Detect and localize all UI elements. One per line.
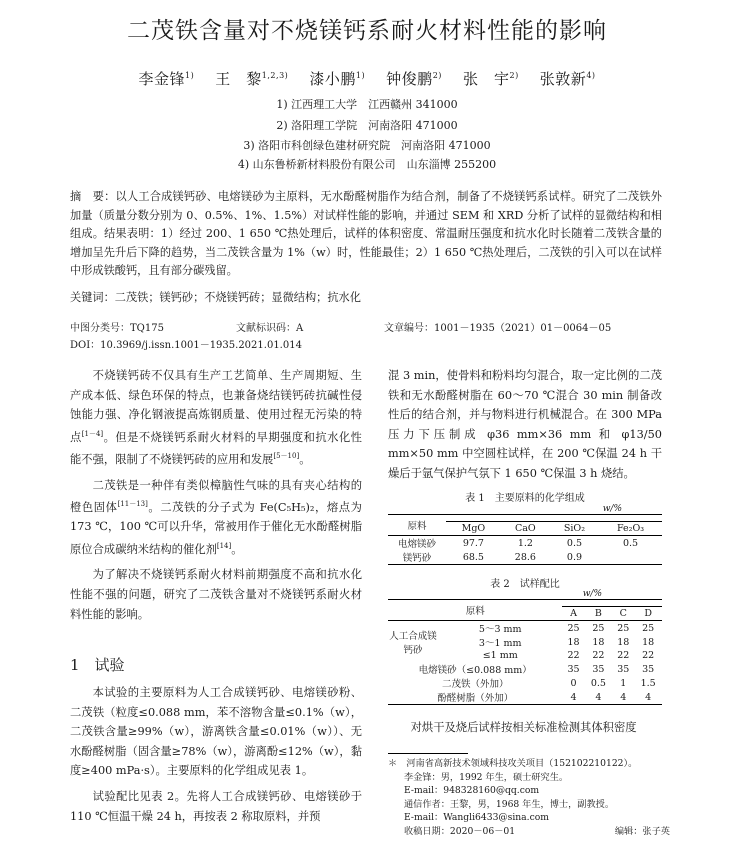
author: 张敦新$^{4)}$ <box>539 70 596 88</box>
author: 王 黎$^{1,2,3)}$ <box>215 70 289 88</box>
affiliation: 3) 洛阳市科创绿色建材研究院 河南洛阳 471000 <box>243 139 491 152</box>
table2-header: D <box>634 607 662 621</box>
table-row: 电熔镁砂 97.7 1.2 0.5 0.5 <box>397 537 639 550</box>
table-row: 3～1 mm 18 18 18 18 <box>478 636 655 649</box>
paper-title: 二茂铁含量对不烧镁钙系耐火材料性能的影响 <box>127 18 607 44</box>
clc-number: 中图分类号：TQ175 <box>70 323 164 334</box>
author: 张 宇$^{2)}$ <box>462 70 519 88</box>
affiliation: 2) 洛阳理工学院 河南洛阳 471000 <box>276 119 458 132</box>
left-column-intro <box>70 366 362 624</box>
table2-header: A <box>562 607 584 621</box>
affiliation: 1) 江西理工大学 江西赣州 341000 <box>276 98 458 111</box>
table1 <box>388 504 662 565</box>
author-email: E-mail：948328160@qq.com <box>404 785 540 797</box>
table1-header: Fe₂O₃ <box>599 522 662 536</box>
table-row: ≤1 mm 22 22 22 22 <box>482 650 655 661</box>
right-column-tail: 对烘干及烧后试样按相关标准检测其体积密度 <box>410 721 637 734</box>
table2-unit: w/% <box>582 589 602 599</box>
right-column-text <box>388 366 662 484</box>
editor: 编辑：张子英 <box>614 825 670 837</box>
table2-col0: 原料 <box>388 600 562 621</box>
paragraph: 二茂铁是一种伴有类似樟脑性气味的具有夹心结构的橙色固体[11－13]。二茂铁的分子式为 Fe(C₅H₅)₂，熔点为 173 ℃，100 ℃可以升华，常被用作于催化无水酚醛树脂原位合成碳纳米结构的催化剂[14]。 <box>70 478 362 556</box>
paragraph: 混 3 min，使骨料和粉料均匀混合，取一定比例的二茂铁和无水酚醛树脂在 60～70 ℃混合 30 min 制备改性后的结合剂，并与物料进行机械混合。在 300 MPa 压力下压制成 φ36 mm×36 mm 和 φ13/50 mm×50 mm 中空圆柱试样，在 200 ℃保温 24 h 干燥后于氩气保护气氛下 1 650 ℃保温 3 h 烧结。 <box>388 369 662 480</box>
paragraph: 为了解决不烧镁钙系耐火材料前期强度不高和抗水化性能不强的问题，研究了二茂铁含量对不烧镁钙系耐火材料性能的影响。 <box>70 568 362 621</box>
table1-col0: 原料 <box>388 515 446 536</box>
table2 <box>388 589 662 705</box>
table1-header: MgO <box>446 522 501 536</box>
corresponding-email: E-mail：Wangli6433@sina.com <box>404 812 549 824</box>
author: 钟俊鹏$^{2)}$ <box>386 70 442 88</box>
received-date: 收稿日期：2020－06－01 <box>404 825 516 837</box>
affiliation: 4) 山东鲁桥新材料股份有限公司 山东淄博 255200 <box>237 158 497 171</box>
table2-header: B <box>585 607 613 621</box>
table-row: 电熔镁砂（≤0.088 mm） 35 35 35 35 <box>418 663 655 676</box>
table1-caption: 表 1 主要原料的化学组成 <box>465 493 585 504</box>
table-row: 人工合成镁钙砂 5～3 mm 25 25 25 25 <box>389 622 655 656</box>
footnote <box>388 757 678 839</box>
table1-header: SiO₂ <box>550 522 599 536</box>
author: 漆小鹏$^{1)}$ <box>309 70 366 88</box>
document-code: 文献标识码：A <box>236 323 304 334</box>
table1-unit: w/% <box>602 504 622 514</box>
author-note: 李金锋：男，1992 年生，硕士研究生。 <box>404 771 569 783</box>
table-row: 酚醛树脂（外加） 4 4 4 4 <box>437 691 652 704</box>
abstract: 摘 要：以人工合成镁钙砂、电熔镁砂为主原料，无水酚醛树脂作为结合剂，制备了不烧镁钙系试样。研究了二茂铁外加量（质量分数分别为 0、0.5%、1%、1.5%）对试样性能的影响，并通过 SEM 和 XRD 分析了试样的显微结构和相组成。结果表明：1）经过 200、1 650 ℃热处理后，试样的体积密度、常温耐压强度和抗水化时长随着二茂铁含量的增加呈先升后下降的趋势，当二茂铁含量为 1%（w）时，性能最佳；2）1 650 ℃热处理后，二茂铁的引入可以在试样中形成铁酸钙，且有部分碳残留。 <box>70 190 662 277</box>
fund-note: ＊ 河南省高新技术领域科技攻关项目（152102210122）。 <box>388 758 638 769</box>
table2-header: C <box>612 607 634 621</box>
paragraph: 试验配比见表 2。先将人工合成镁钙砂、电熔镁砂于 110 ℃恒温干燥 24 h，再按表 2 称取原料，并预 <box>70 789 362 823</box>
footnote-rule <box>388 753 468 754</box>
author: 李金锋$^{1)}$ <box>138 70 195 88</box>
article-number: 文章编号：1001－1935（2021）01－0064－05 <box>384 323 612 334</box>
table-row: 镁钙砂 68.5 28.6 0.9 <box>402 551 583 564</box>
corresponding-author: 通信作者：王黎，男，1968 年生，博士，副教授。 <box>404 798 615 810</box>
author-list <box>0 68 734 89</box>
table1-header: CaO <box>501 522 550 536</box>
doi: DOI：10.3969/j.issn.1001－1935.2021.01.014 <box>70 340 302 351</box>
table2-caption: 表 2 试样配比 <box>490 579 560 590</box>
left-column-method <box>70 683 362 826</box>
paragraph: 不烧镁钙砖不仅具有生产工艺简单、生产周期短、生产成本低、绿色环保的特点，也兼备烧结镁钙砖抗碱性侵蚀能力强、净化钢液提高炼钢质量、使用过程无污染的特点[1－4]。但是不烧镁钙系耐火材料的早期强度和抗水化性能不强，限制了不烧镁钙砖的应用和发展[5－10]。 <box>70 369 362 466</box>
table-row: 二茂铁（外加） 0 0.5 1 1.5 <box>441 677 656 690</box>
section-heading: 1 试验 <box>70 656 125 674</box>
keywords: 关键词：二茂铁；镁钙砂；不烧镁钙砖；显微结构；抗水化 <box>70 291 361 304</box>
paragraph: 本试验的主要原料为人工合成镁钙砂、电熔镁砂粉、二茂铁（粒度≤0.088 mm，苯不溶物含量≤0.1%（w），二茂铁含量≥99%（w），游离铁含量≤0.01%（w））、无水酚醛树脂（固含量≥78%（w），游离酚≤12%（w），黏度≥400 mPa·s）。主要原料的化学组成见表 1。 <box>70 686 362 778</box>
